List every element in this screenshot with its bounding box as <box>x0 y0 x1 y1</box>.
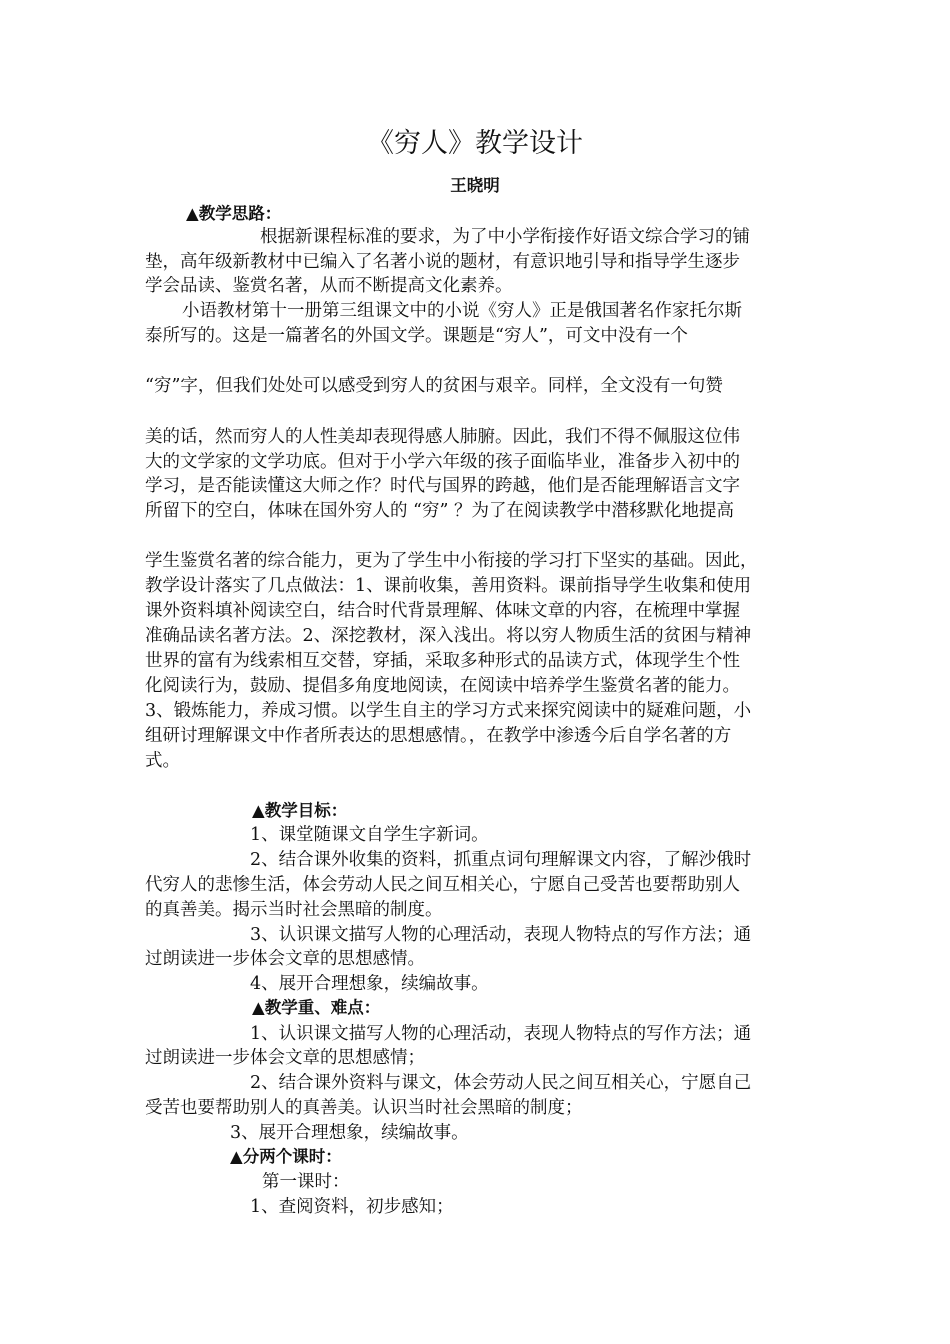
paragraph-line: 过朗读进一步体会文章的思想感情。 <box>145 949 425 969</box>
paragraph-line: 受苦也要帮助别人的真善美。认识当时社会黑暗的制度； <box>145 1098 583 1118</box>
paragraph-line: 垫，高年级新教材中已编入了名著小说的题材，有意识地引导和指导学生逐步 <box>145 252 740 272</box>
paragraph-line: “穷”字，但我们处处可以感受到穷人的贫困与艰辛。同样，全文没有一句赞 <box>145 376 723 396</box>
paragraph-line: 2、结合课外资料与课文，体会劳动人民之间互相关心，宁愿自己 <box>250 1073 752 1093</box>
paragraph-line: 的真善美。揭示当时社会黑暗的制度。 <box>145 900 443 920</box>
paragraph-line: 化阅读行为，鼓励、提倡多角度地阅读，在阅读中培养学生鉴赏名著的能力。 <box>145 676 740 696</box>
paragraph-line: 过朗读进一步体会文章的思想感情； <box>145 1048 425 1068</box>
paragraph-line: 学会品读、鉴赏名著，从而不断提高文化素养。 <box>145 276 513 296</box>
paragraph-line: 美的话，然而穷人的人性美却表现得感人肺腑。因此，我们不得不佩服这位伟 <box>145 427 740 447</box>
paragraph-line: 学生鉴赏名著的综合能力，更为了学生中小衔接的学习打下坚实的基础。因此， <box>145 551 758 571</box>
paragraph-line: 1、课堂随课文自学生字新词。 <box>250 825 489 845</box>
document-title: 《穷人》教学设计 <box>367 128 583 159</box>
document-author: 王晓明 <box>450 176 500 195</box>
heading-teaching-approach: ▲教学思路： <box>186 204 282 223</box>
paragraph-line: 式。 <box>145 751 180 771</box>
paragraph-line: 学习，是否能读懂这大师之作？时代与国界的跨越，他们是否能理解语言文字 <box>145 476 740 496</box>
paragraph-line: 世界的富有为线索相互交替，穿插，采取多种形式的品读方式，体现学生个性 <box>145 651 740 671</box>
paragraph-line: 所留下的空白，体味在国外穷人的 “穷” ？为了在阅读教学中潜移默化地提高 <box>145 501 735 521</box>
paragraph-line: 1、认识课文描写人物的心理活动，表现人物特点的写作方法；通 <box>250 1024 752 1044</box>
paragraph-line: 课外资料填补阅读空白，结合时代背景理解、体味文章的内容，在梳理中掌握 <box>145 601 740 621</box>
paragraph-line: 2、结合课外收集的资料，抓重点词句理解课文内容，了解沙俄时 <box>250 850 752 870</box>
paragraph-line: 代穷人的悲惨生活，体会劳动人民之间互相关心，宁愿自己受苦也要帮助别人 <box>145 875 740 895</box>
heading-key-difficult-points: ▲教学重、难点： <box>252 998 381 1017</box>
paragraph-line: 4、展开合理想象，续编故事。 <box>250 974 489 994</box>
heading-teaching-goals: ▲教学目标： <box>252 801 348 820</box>
paragraph-line: 3、认识课文描写人物的心理活动，表现人物特点的写作方法；通 <box>250 925 752 945</box>
paragraph-line: 准确品读名著方法。2、深挖教材，深入浅出。将以穷人物质生活的贫困与精神 <box>145 626 752 646</box>
paragraph-line: 组研讨理解课文中作者所表达的思想感情。，在教学中渗透今后自学名著的方 <box>145 726 732 746</box>
paragraph-line: 第一课时： <box>262 1172 350 1192</box>
paragraph-line: 1、查阅资料，初步感知； <box>250 1197 454 1217</box>
paragraph-line: 泰所写的。这是一篇著名的外国文学。课题是“穷人”，可文中没有一个 <box>145 326 688 346</box>
paragraph-line: 小语教材第十一册第三组课文中的小说《穷人》正是俄国著名作家托尔斯 <box>182 301 742 321</box>
paragraph-line: 3、锻炼能力，养成习惯。以学生自主的学习方式来探究阅读中的疑难问题，小 <box>145 701 752 721</box>
paragraph-line: 3、展开合理想象，续编故事。 <box>230 1123 469 1143</box>
paragraph-line: 根据新课程标准的要求，为了中小学衔接作好语文综合学习的铺 <box>260 227 750 247</box>
paragraph-line: 教学设计落实了几点做法：1、课前收集，善用资料。课前指导学生收集和使用 <box>145 576 752 596</box>
heading-class-periods: ▲分两个课时： <box>230 1147 342 1166</box>
paragraph-line: 大的文学家的文学功底。但对于小学六年级的孩子面临毕业，准备步入初中的 <box>145 452 740 472</box>
